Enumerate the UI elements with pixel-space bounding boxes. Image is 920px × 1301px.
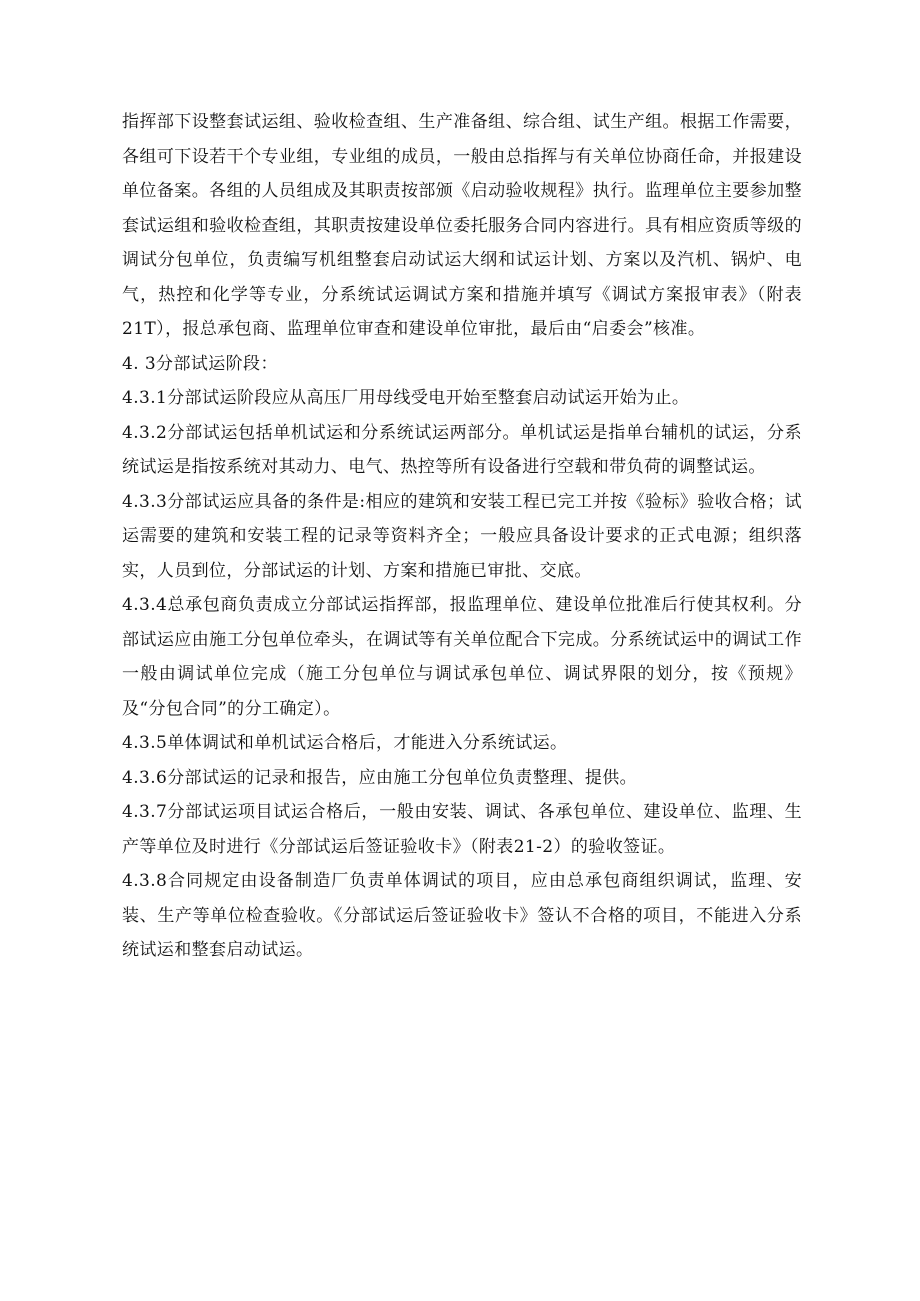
clause-4-3-2: 4.3.2分部试运包括单机试运和分系统试运两部分。单机试运是指单台辅机的试运，分系统试运是指按系统对其动力、电气、热控等所有设备进行空载和带负荷的调整试运。 <box>122 422 802 477</box>
clause-4-3-5: 4.3.5单体调试和单机试运合格后，才能进入分系统试运。 <box>122 733 568 753</box>
paragraph-commissioning-organization: 指挥部下设整套试运组、验收检查组、生产准备组、综合组、试生产组。根据工作需要，各组可下设若干个专业组，专业组的成员，一般由总指挥与有关单位协商任命，并报建设单位备案。各组的人员组成及其职责按部颁《启动验收规程》执行。监理单位主要参加整套试运组和验收检查组，其职责按建设单位委托服务合同内容进行。具有相应资质等级的调试分包单位，负责编写机组整套启动试运大纲和试运计划、方案以及汽机、锅炉、电气，热控和化学等专业，分系统试运调试方案和措施并填写《调试方案报审表》（附表21T），报总承包商、监理单位审查和建设单位审批，最后由“启委会”核准。 <box>122 112 802 339</box>
clause-4-3-6: 4.3.6分部试运的记录和报告，应由施工分包单位负责整理、提供。 <box>122 767 638 788</box>
clause-4-3-8: 4.3.8合同规定由设备制造厂负责单体调试的项目，应由总承包商组织调试，监理、安装、生产等单位检查验收。《分部试运后签证验收卡》签认不合格的项目，不能进入分系统试运和整套启动试运。 <box>122 871 802 960</box>
clause-4-3-4: 4.3.4总承包商负责成立分部试运指挥部，报监理单位、建设单位批准后行使其权利。分部试运应由施工分包单位牵头，在调试等有关单位配合下完成。分系统试运中的调试工作一般由调试单位完成（施工分包单位与调试承包单位、调试界限的划分，按《预规》及“分包合同”的分工确定）。 <box>122 595 802 719</box>
clause-4-3-7: 4.3.7分部试运项目试运合格后，一般由安装、调试、各承包单位、建设单位、监理、生产等单位及时进行《分部试运后签证验收卡》（附表21-2）的验收签证。 <box>122 802 802 857</box>
clause-4-3-1: 4.3.1分部试运阶段应从高压厂用母线受电开始至整套启动试运开始为止。 <box>122 388 690 408</box>
clause-4-3-3: 4.3.3分部试运应具备的条件是:相应的建筑和安装工程已完工并按《验标》验收合格；试运需要的建筑和安装工程的记录等资料齐全；一般应具备设计要求的正式电源；组织落实，人员到位，分部试运的计划、方案和措施已审批、交底。 <box>122 491 802 581</box>
document-body <box>122 105 802 968</box>
section-heading-4-3: 4. 3分部试运阶段： <box>122 353 278 374</box>
